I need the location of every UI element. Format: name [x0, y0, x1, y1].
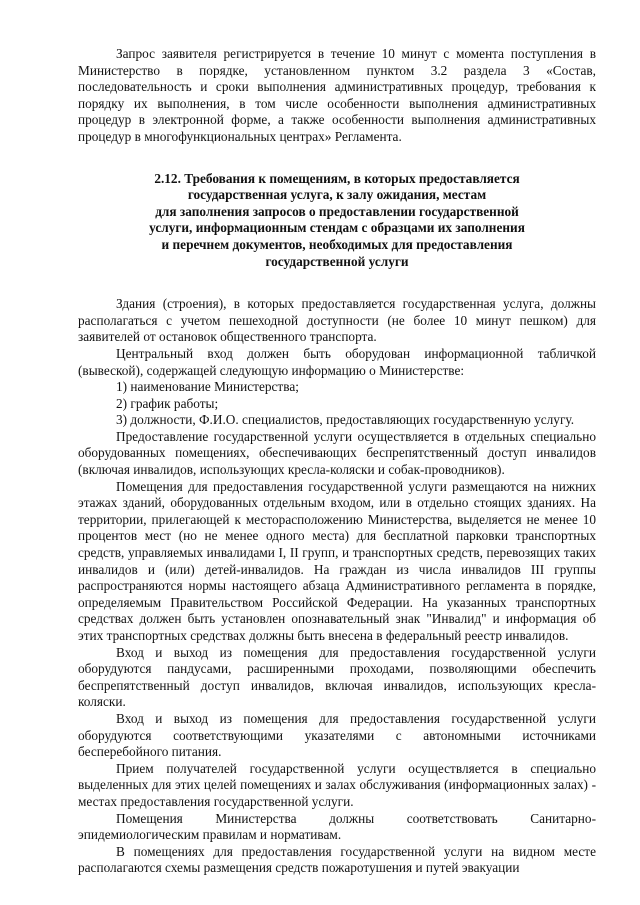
list-item: 2) график работы;	[116, 395, 219, 411]
body-paragraph: Здания (строения), в которых предоставляется государственная услуга, должны располагаться с учетом пешеходной доступности (не более 10 минут пешком) для заявителей от остановок общественного транспорта.	[78, 296, 596, 345]
section-heading-line: и перечнем документов, необходимых для предоставления	[161, 236, 513, 252]
intro-paragraph: Запрос заявителя регистрируется в течение 10 минут с момента поступления в Министерство в порядке, установленном пунктом 3.2 раздела 3 «Состав, последовательность и сроки выполнения административных процедур, требования к порядку их выполнения, в том числе особенности выполнения административных процедур в электронной форме, а также особенности выполнения административных процедур в многофункциональных центрах» Регламента.	[78, 46, 596, 144]
section-heading-line: государственная услуга, к залу ожидания, местам	[187, 187, 487, 203]
body-paragraph: Центральный вход должен быть оборудован информационной табличкой (вывеской), содержащей следующую информацию о Министерстве:	[78, 345, 596, 378]
section-heading-line: 2.12. Требования к помещениям, в которых предоставляется	[154, 170, 520, 186]
body-paragraph: Вход и выход из помещения для предоставления государственной услуги оборудуются соответствующими указателями с автономными источниками бесперебойного питания.	[78, 710, 596, 760]
list-item: 1) наименование Министерства;	[116, 379, 299, 395]
body-paragraph: Помещения Министерства должны соответствовать Санитарно-эпидемиологическим правилам и нормативам.	[78, 810, 596, 843]
section-heading-line: государственной услуги	[265, 253, 409, 269]
section-heading	[78, 171, 596, 271]
body-paragraph: Прием получателей государственной услуги осуществляется в специально выделенных для этих целей помещениях и залах обслуживания (информационных залах) - местах предоставления государственной услуги.	[78, 760, 596, 809]
body-paragraph: Помещения для предоставления государственной услуги размещаются на нижних этажах зданий, оборудованных отдельным входом, или в отдельно стоящих зданиях. На территории, прилегающей к месторасположению Министерства, выделяется не менее 10 процентов мест (но не менее одного места) для бесплатной парковки транспортных средств, управляемых инвалидами I, II групп, и транспортных средств, перевозящих таких инвалидов и (или) детей-инвалидов. На граждан из числа инвалидов III группы распространяются нормы настоящего абзаца Административного регламента в порядке, определяемым Правительством Российской Федерации. На указанных транспортных средствах должен быть установлен опознавательный знак "Инвалид" и информация об этих транспортных средствах должны быть внесена в федеральный реестр инвалидов.	[78, 478, 596, 643]
body-paragraph: Предоставление государственной услуги осуществляется в отдельных специально оборудованных помещениях, обеспечивающих беспрепятственный доступ инвалидов (включая инвалидов, использующих кресла-коляски и собак-проводников).	[78, 428, 596, 478]
section-heading-line: для заполнения запросов о предоставлении государственной	[155, 203, 519, 219]
section-heading-line: услуги, информационным стендам с образцами их заполнения	[149, 220, 525, 236]
document-page	[78, 46, 596, 877]
body-paragraph: Вход и выход из помещения для предоставления государственной услуги оборудуются пандусами, расширенными проходами, позволяющими обеспечить беспрепятственный доступ инвалидов, включая инвалидов, использующих кресла-коляски.	[78, 644, 596, 710]
body-paragraph: В помещениях для предоставления государственной услуги на видном месте располагаются схемы размещения средств пожаротушения и путей эвакуации	[78, 843, 596, 876]
list-item: 3) должности, Ф.И.О. специалистов, предоставляющих государственную услугу.	[116, 412, 575, 428]
